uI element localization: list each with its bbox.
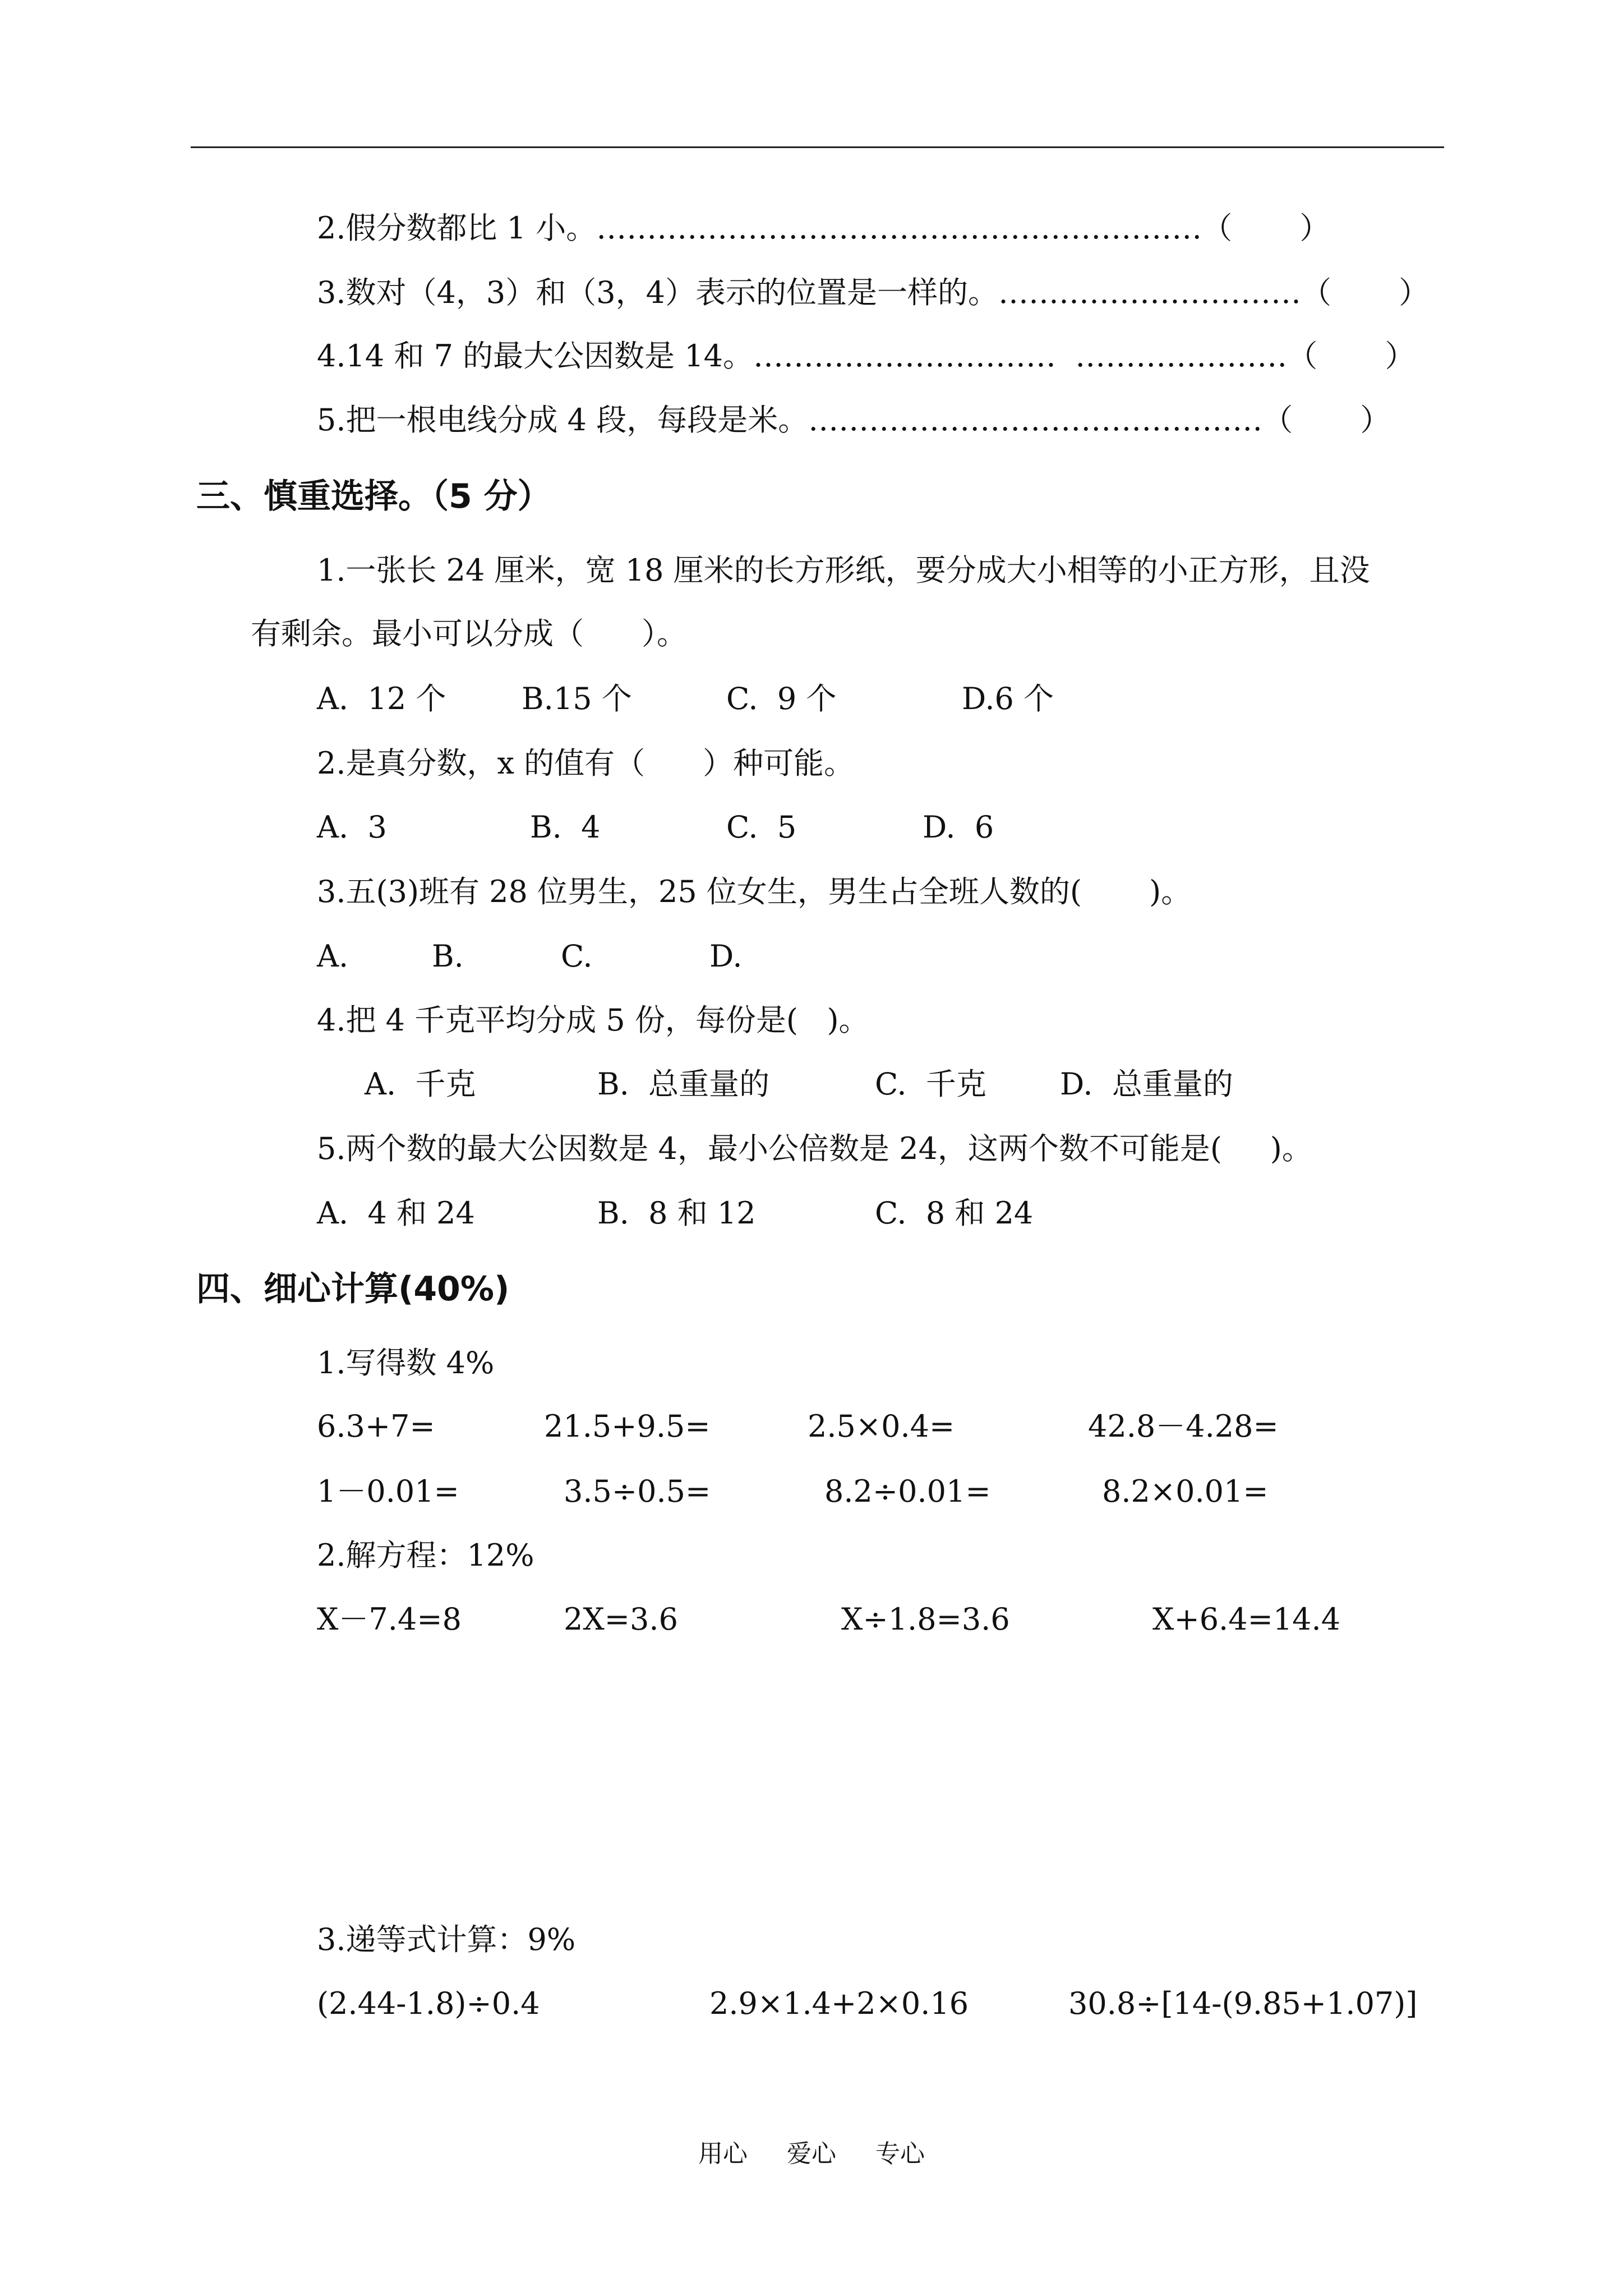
q1-line1: 1.一张长 24 厘米，宽 18 厘米的长方形纸，要分成大小相等的小正方形，且没 [317, 553, 1370, 588]
q2-option-d: D. 6 [923, 809, 994, 845]
equation-4: X+6.4=14.4 [1152, 1602, 1341, 1637]
judge-item-2: 2.假分数都比 1 小。……………………………………………………（ ） [317, 210, 1330, 246]
q3-option-d: D. [709, 938, 743, 974]
calc-1-2: 21.5+9.5= [544, 1409, 711, 1444]
q4-option-c: C. 千克 [875, 1066, 986, 1102]
footer-word-3: 专心 [875, 2139, 925, 2168]
section-4-title: 四、细心计算(40%) [196, 1269, 510, 1309]
q3-text: 3.五(3)班有 28 位男生，25 位女生，男生占全班人数的( )。 [317, 874, 1192, 909]
q5-option-a: A. 4 和 24 [317, 1195, 475, 1231]
part3-title: 3.递等式计算：9% [317, 1922, 576, 1957]
q1-option-d: D.6 个 [962, 681, 1054, 716]
calc-2-4: 8.2×0.01= [1102, 1474, 1269, 1509]
section-3-title: 三、慎重选择。（5 分） [196, 477, 551, 516]
equation-3: X÷1.8=3.6 [841, 1602, 1010, 1637]
expression-1: (2.44-1.8)÷0.4 [317, 1986, 540, 2021]
judge-item-4: 4.14 和 7 的最大公因数是 14。………………………… …………………（ ） [317, 338, 1415, 374]
part2-title: 2.解方程：12% [317, 1538, 534, 1573]
q4-option-b: B. 总重量的 [597, 1066, 770, 1102]
judge-item-3: 3.数对（4，3）和（3，4）表示的位置是一样的。…………………………（ ） [317, 275, 1430, 310]
calc-1-1: 6.3+7= [317, 1409, 435, 1444]
footer-word-2: 爱心 [787, 2139, 836, 2168]
expression-3: 30.8÷[14-(9.85+1.07)] [1068, 1986, 1418, 2021]
q2-text: 2.是真分数，x 的值有（ ）种可能。 [317, 746, 855, 781]
q1-option-c: C. 9 个 [726, 681, 837, 716]
expression-2: 2.9×1.4+2×0.16 [709, 1986, 969, 2021]
q5-option-b: B. 8 和 12 [597, 1195, 756, 1231]
q2-option-b: B. 4 [530, 809, 601, 845]
q1-line2: 有剩余。最小可以分成（ ）。 [251, 616, 687, 651]
q3-option-c: C. [561, 938, 593, 974]
equation-2: 2X=3.6 [564, 1602, 678, 1637]
q4-text: 4.把 4 千克平均分成 5 份，每份是( )。 [317, 1002, 869, 1038]
q4-option-d: D. 总重量的 [1060, 1066, 1233, 1102]
q2-option-c: C. 5 [726, 809, 797, 845]
judge-item-5: 5.把一根电线分成 4 段，每段是米。………………………………………（ ） [317, 402, 1391, 438]
calc-1-4: 42.8－4.28= [1088, 1409, 1279, 1444]
equation-1: X－7.4=8 [317, 1602, 462, 1637]
q3-option-a: A. [317, 938, 349, 974]
q1-option-a: A. 12 个 [317, 681, 446, 716]
q4-option-a: A. 千克 [365, 1066, 476, 1102]
q5-text: 5.两个数的最大公因数是 4，最小公倍数是 24，这两个数不可能是( )。 [317, 1131, 1312, 1166]
q2-option-a: A. 3 [317, 809, 387, 845]
calc-2-3: 8.2÷0.01= [824, 1474, 991, 1509]
header-rule [191, 146, 1444, 148]
q3-option-b: B. [432, 938, 464, 974]
q1-option-b: B.15 个 [522, 681, 632, 716]
footer-word-1: 用心 [698, 2139, 748, 2168]
calc-2-2: 3.5÷0.5= [564, 1474, 711, 1509]
calc-2-1: 1－0.01= [317, 1474, 459, 1509]
q5-option-c: C. 8 和 24 [875, 1195, 1034, 1231]
calc-1-3: 2.5×0.4= [808, 1409, 955, 1444]
part1-title: 1.写得数 4% [317, 1345, 495, 1381]
page-footer [0, 2137, 1623, 2171]
